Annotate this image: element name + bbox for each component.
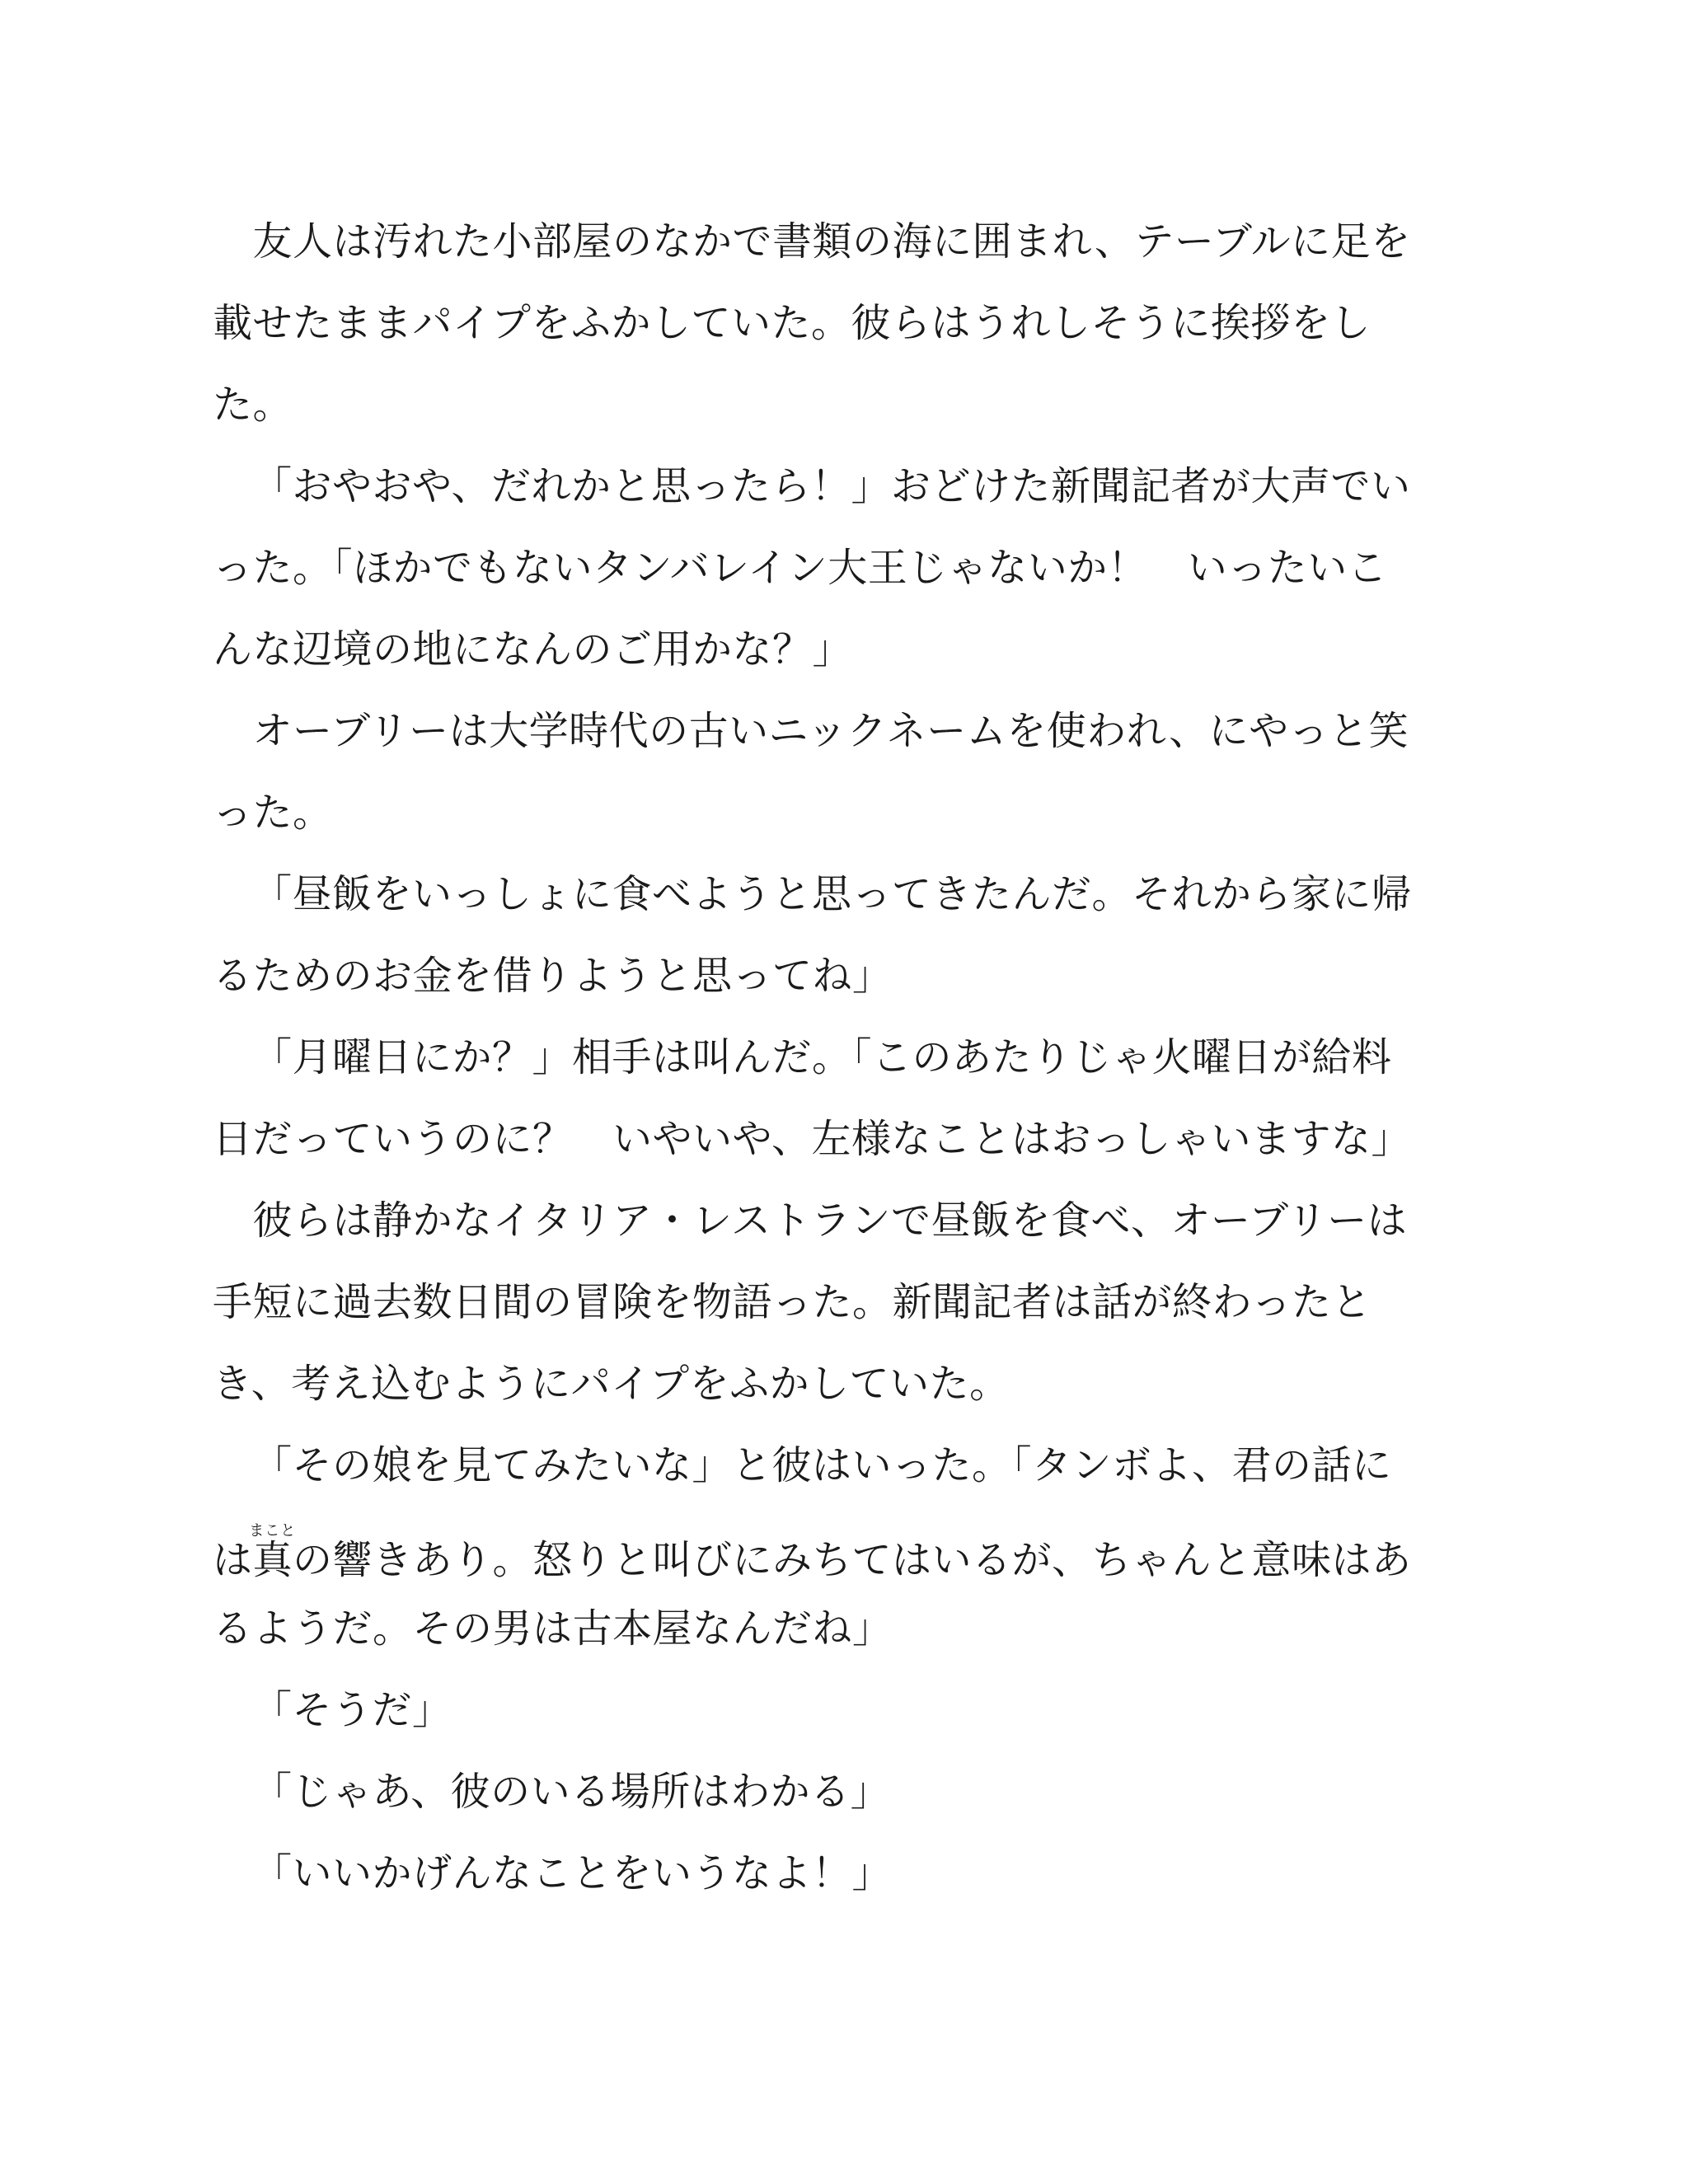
text-line: 彼らは静かなイタリア・レストランで昼飯を食べ、オーブリーは xyxy=(213,1197,1408,1244)
ruby-base: 真 xyxy=(249,1537,297,1583)
line-text: の響きあり。怒りと叫びにみちてはいるが、ちゃんと意味はあ xyxy=(293,1537,1412,1583)
text-line: 「じゃあ、彼のいる場所はわかる」 xyxy=(252,1769,891,1815)
text-line: 手短に過去数日間の冒険を物語った。新聞記者は話が終わったと xyxy=(213,1279,1372,1325)
ruby-reading: まこと xyxy=(249,1522,297,1540)
text-line: 「おやおや、だれかと思ったら！」おどけた新聞記者が大声でい xyxy=(252,463,1411,509)
text-line: 「いいかげんなことをいうなよ！」 xyxy=(252,1850,893,1896)
text-line-with-ruby xyxy=(213,1522,1412,1585)
text-line: った。「ほかでもないタンバレイン大王じゃないか！ いったいこ xyxy=(213,545,1388,591)
text-line: 「そうだ」 xyxy=(252,1687,452,1733)
text-line: た。 xyxy=(213,382,293,428)
text-line: オーブリーは大学時代の古いニックネームを使われ、にやっと笑 xyxy=(213,708,1409,754)
text-line: んな辺境の地になんのご用かな？」 xyxy=(213,626,853,673)
text-line: 日だっていうのに？ いやいや、左様なことはおっしゃいますな」 xyxy=(213,1116,1412,1162)
ruby-annotation xyxy=(249,1522,297,1583)
text-line: るようだ。その男は古本屋なんだね」 xyxy=(213,1605,893,1652)
text-line: 「月曜日にか？」相手は叫んだ。「このあたりじゃ火曜日が給料 xyxy=(252,1034,1392,1080)
text-line: 友人は汚れた小部屋のなかで書類の海に囲まれ、テーブルに足を xyxy=(213,218,1411,265)
line-text: は xyxy=(213,1537,253,1583)
text-line: き、考え込むようにパイプをふかしていた。 xyxy=(213,1361,1010,1407)
text-line: 載せたままパイプをふかしていた。彼らはうれしそうに挨拶をし xyxy=(213,300,1372,346)
text-line: 「その娘を見てみたいな」と彼はいった。「タンボよ、君の話に xyxy=(252,1442,1392,1488)
text-line: った。 xyxy=(213,790,333,836)
text-line: るためのお金を借りようと思ってね」 xyxy=(213,953,893,999)
text-line: 「昼飯をいっしょに食べようと思ってきたんだ。それから家に帰 xyxy=(252,871,1412,917)
